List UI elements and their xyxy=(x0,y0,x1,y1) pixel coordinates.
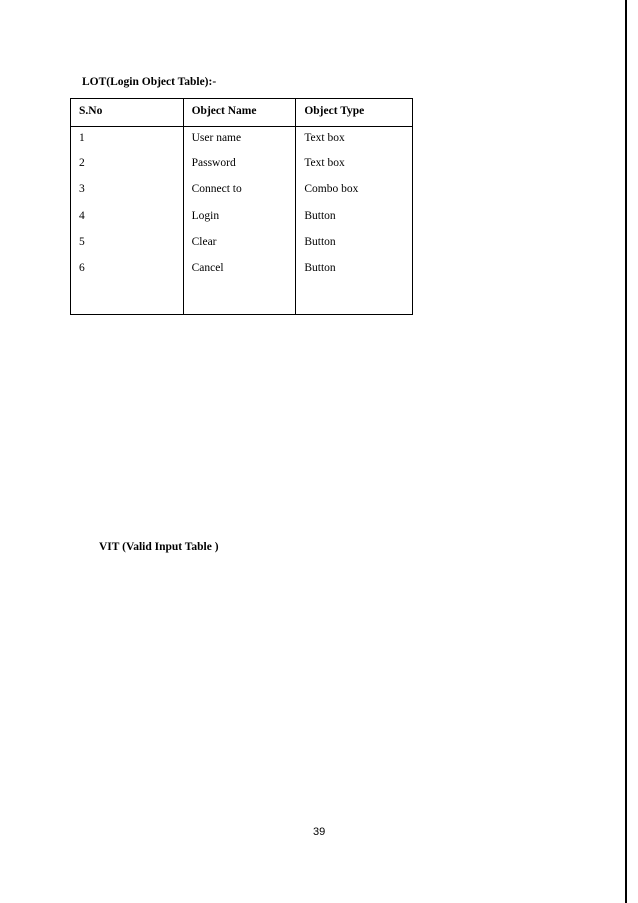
table-row xyxy=(71,153,413,179)
header-object-name: Object Name xyxy=(183,99,296,127)
header-object-type: Object Type xyxy=(296,99,413,127)
cell-object-name: Cancel xyxy=(183,258,296,284)
login-object-table xyxy=(70,98,413,315)
page-number: 39 xyxy=(313,826,326,838)
cell-empty xyxy=(71,285,184,315)
table-header-row xyxy=(71,99,413,127)
cell-object-type: Text box xyxy=(296,153,413,179)
lot-section-title: LOT(Login Object Table):- xyxy=(82,76,217,88)
cell-sno: 2 xyxy=(71,153,184,179)
cell-object-name: Clear xyxy=(183,232,296,258)
cell-sno: 4 xyxy=(71,206,184,232)
table-row xyxy=(71,232,413,258)
cell-object-type: Button xyxy=(296,206,413,232)
cell-sno: 6 xyxy=(71,258,184,284)
page-right-border xyxy=(625,0,627,903)
cell-object-type: Combo box xyxy=(296,179,413,205)
table-row xyxy=(71,206,413,232)
cell-sno: 1 xyxy=(71,127,184,153)
cell-object-name: Connect to xyxy=(183,179,296,205)
cell-object-type: Button xyxy=(296,232,413,258)
vit-section-title: VIT (Valid Input Table ) xyxy=(99,541,219,553)
cell-object-type: Button xyxy=(296,258,413,284)
table-row xyxy=(71,258,413,284)
cell-sno: 3 xyxy=(71,179,184,205)
cell-object-name: Password xyxy=(183,153,296,179)
cell-object-type: Text box xyxy=(296,127,413,153)
header-sno: S.No xyxy=(71,99,184,127)
cell-empty xyxy=(183,285,296,315)
table-row xyxy=(71,127,413,153)
cell-object-name: Login xyxy=(183,206,296,232)
table-row xyxy=(71,179,413,205)
cell-sno: 5 xyxy=(71,232,184,258)
cell-empty xyxy=(296,285,413,315)
cell-object-name: User name xyxy=(183,127,296,153)
table-empty-row xyxy=(71,285,413,315)
